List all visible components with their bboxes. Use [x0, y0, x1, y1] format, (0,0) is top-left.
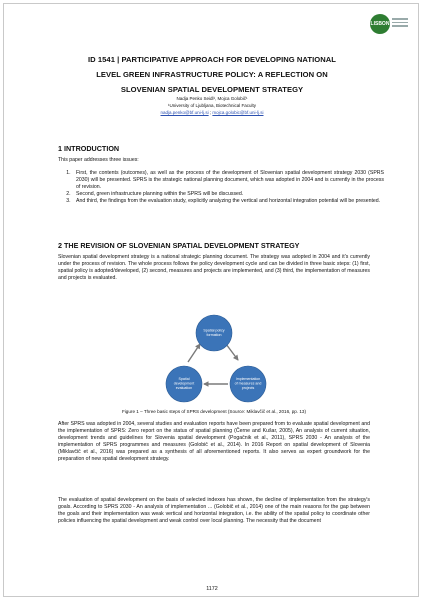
author-emails	[40, 110, 384, 117]
list-item: 2. Second, green infrastructure planning within the SPRS will be discussed.	[72, 191, 384, 198]
node-right-line-1: Implementation	[235, 377, 261, 381]
node-implementation	[230, 366, 266, 402]
issues-list	[58, 170, 384, 205]
section-2-paragraph-1: Slovenian spatial development strategy is a national strategic planning document. The strategy was adopted in 2004 and it's currently under the process of revision. The whole process follows the policy development cycle and can be divided in three basic steps: (1) first, spatial policy is adopted/developed, (2) second, measures and projects are implemented, and (3) third, the implementation of measures and projects is evaluated.	[58, 254, 370, 282]
node-left-line-1: Spatial	[178, 377, 190, 381]
node-right-line-2: of measures and	[234, 381, 262, 386]
node-left-line-2: development	[173, 381, 195, 386]
email-separator: ;	[208, 109, 213, 115]
node-top-line-2: formation	[206, 333, 222, 337]
section-2-paragraph-2: After SPRS was adopted in 2004, several studies and evaluation reports have been prepared from to evaluate spatial development and the implementation of SPRS: Zero report on the status of spatial planning (Černe and Kušar, 2005), An analysis of current situation, development trends and guidelines for Slovenia spatial development (Pogačnik et al., 2011), SPRS 2030 - An analysis of the implementation of SPRS programmes and measures (Golobič et al., 2014). In 2016 Report on spatial development of Slovenia (Miklavčič et al., 2016) was prepared as a synthesis of all aforementioned reports. It also serves as expert groundwork for the preparation of new spatial development strategy.	[58, 421, 370, 463]
author-block	[40, 96, 384, 116]
list-item: 1. First, the contents (outcomes), as well as the process of the development of Slovenian spatial development strategy 2030 (SPRS 2030) will be presented. SPRS is the strategic national planning document, which was adopted in 2004 and is currently in the process of revision.	[72, 170, 384, 191]
paper-title	[40, 52, 384, 97]
email-link-1[interactable]: nadja.penko@bf.uni-lj.si	[160, 109, 209, 115]
arrow-top-to-right	[226, 344, 238, 360]
email-link-2[interactable]: mojca.golobic@bf.uni-lj.si	[212, 109, 264, 115]
node-right-line-3: projects	[241, 386, 255, 390]
node-policy-formation	[196, 315, 232, 351]
author-names: Nadja Penko Seidl¹, Mojca Golobič¹	[176, 96, 248, 101]
figure-caption: Figure 1 – Three basic steps of SPRS development (Source: Miklavčič et al., 2016, pp. 13)	[121, 409, 306, 414]
sprs-cycle-diagram	[140, 314, 288, 406]
node-evaluation	[166, 366, 202, 402]
section-1-heading: 1 INTRODUCTION	[58, 144, 120, 153]
section-2-paragraph-3: The evaluation of spatial development on the basis of selected indexes has shown, the decline of implementation from the strategy's goals. According to SPRS 2030 - An analysis of implementation ... (Golobič et al., 2014) one of the main reasons for the gap between the goals and their implementation was weak vertical and horizontal integration, i.e. the ability of the spatial policy to coordinate other policies influencing the spatial development and weak control over local planning. The necessity that the document	[58, 497, 370, 525]
node-left-line-3: evaluation	[175, 386, 193, 390]
author-affiliation: ¹University of Ljubljana, Biotechnical Faculty	[167, 102, 257, 108]
title-line-1: ID 1541 | PARTICIPATIVE APPROACH FOR DEVELOPING NATIONAL	[88, 55, 336, 64]
logo-lines	[392, 18, 408, 29]
list-item: 3. And third, the findings from the evaluation study, explicitly analyzing the vertical and horizontal integration potential will be presented.	[72, 198, 384, 205]
node-top-line-1: Spatial policy	[203, 328, 225, 333]
title-line-2: LEVEL GREEN INFRASTRUCTURE POLICY: A REFLECTION ON	[96, 70, 328, 79]
logo-badge: LISBON	[370, 14, 390, 34]
section-1-intro: This paper addresses three issues:	[58, 157, 139, 163]
arrow-left-to-top	[188, 344, 200, 362]
page-number: 1172	[206, 586, 218, 592]
section-2-heading: 2 THE REVISION OF SLOVENIAN SPATIAL DEVELOPMENT STRATEGY	[58, 241, 300, 250]
conference-logo	[370, 14, 410, 36]
title-line-3: SLOVENIAN SPATIAL DEVELOPMENT STRATEGY	[120, 85, 304, 94]
